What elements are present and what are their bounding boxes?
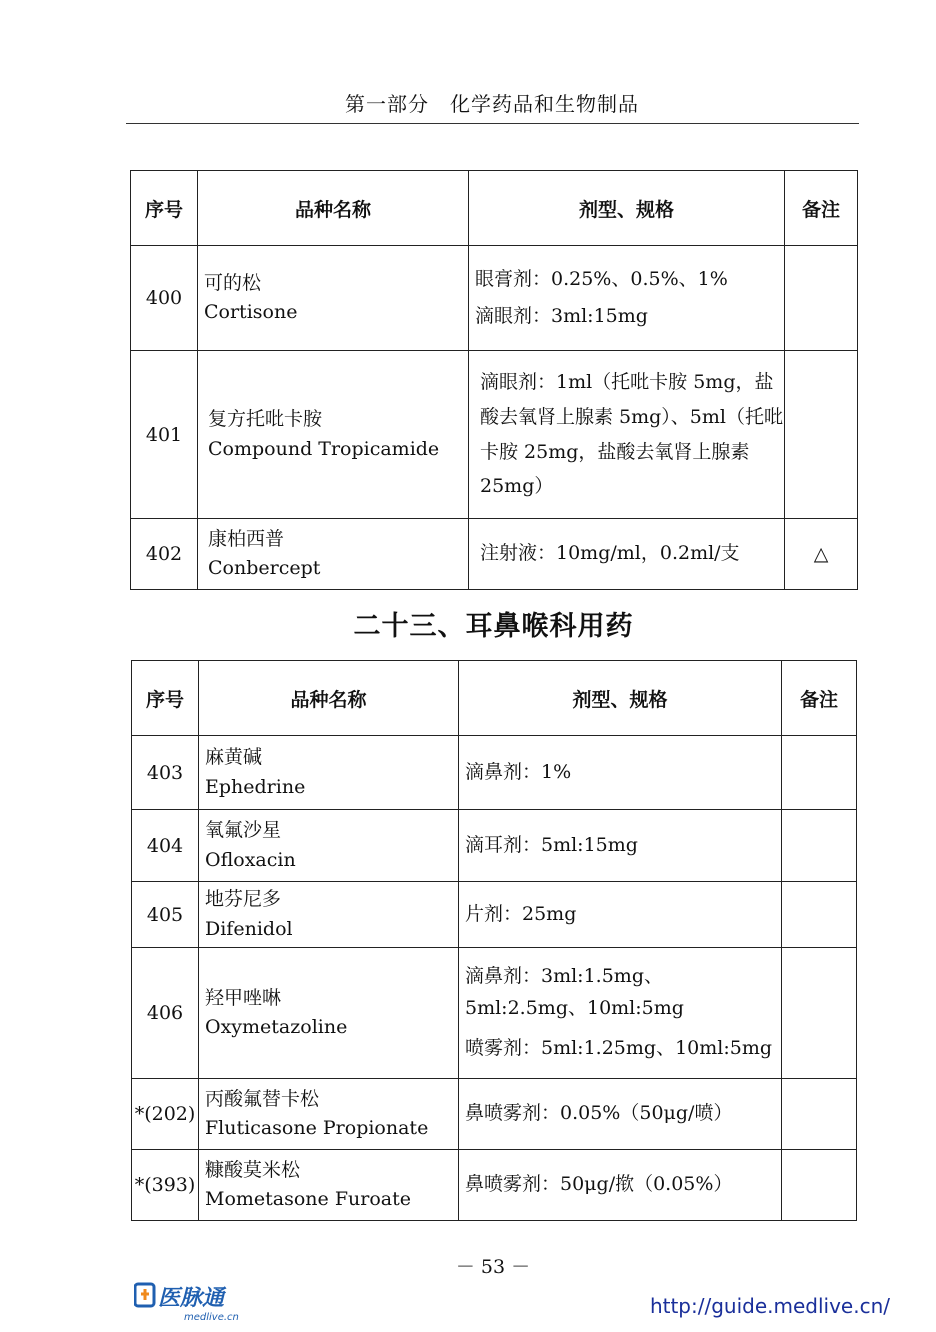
drug-name-cell (199, 1150, 459, 1221)
dosage-spec-line: 滴鼻剂：3ml:1.5mg、5ml:2.5mg、10ml:5mg (465, 965, 684, 1020)
drug-name-cn: 丙酸氟替卡松 (205, 1087, 320, 1110)
column-header-spec: 剂型、规格 (459, 661, 782, 736)
dosage-spec-line: 滴鼻剂：1% (465, 760, 572, 783)
drug-name-cell (198, 246, 469, 351)
column-header-name: 品种名称 (198, 171, 469, 246)
table-row (132, 1150, 857, 1221)
drug-name-cn: 麻黄碱 (205, 746, 263, 769)
drug-name-en: Ephedrine (205, 775, 306, 798)
page-number: － 53 － (455, 1256, 531, 1278)
medlive-logo[interactable] (134, 1278, 244, 1324)
logo-subtext: medlive.cn (184, 1312, 239, 1323)
running-header: 第一部分 化学药品和生物制品 (345, 92, 639, 116)
dosage-spec-cell (459, 736, 782, 810)
table-row (131, 246, 858, 351)
note-cell (782, 810, 857, 882)
drug-name-cn: 氧氟沙星 (205, 819, 282, 842)
logo-text: 医脉通 (158, 1286, 225, 1311)
column-header-note: 备注 (782, 661, 857, 736)
table-row (132, 736, 857, 810)
table-row (132, 882, 857, 948)
dosage-spec-line: 注射液：10mg/ml，0.2ml/支 (480, 542, 740, 565)
row-number: 404 (132, 810, 199, 882)
footer-url-link[interactable]: http://guide.medlive.cn/ (649, 1294, 890, 1318)
column-header-note: 备注 (785, 171, 858, 246)
dosage-spec-line: 鼻喷雾剂：0.05%（50μg/喷） (465, 1102, 733, 1125)
dosage-spec-cell (459, 1079, 782, 1150)
dosage-spec-cell (459, 948, 782, 1079)
note-cell (782, 1150, 857, 1221)
note-cell: △ (785, 519, 858, 590)
table-header-row (131, 171, 858, 246)
row-number: 401 (131, 351, 198, 519)
column-header-spec: 剂型、规格 (469, 171, 785, 246)
note-cell (782, 736, 857, 810)
dosage-spec-line: 喷雾剂：5ml:1.25mg、10ml:5mg (465, 1036, 773, 1059)
dosage-spec-line: 滴耳剂：5ml:15mg (465, 833, 638, 856)
row-number: 402 (131, 519, 198, 590)
dosage-spec-cell (459, 1150, 782, 1221)
dosage-spec-line: 眼膏剂：0.25%、0.5%、1% (475, 267, 728, 290)
table-header-row (132, 661, 857, 736)
dosage-spec-line: 片剂：25mg (465, 902, 577, 925)
drug-name-cell (199, 810, 459, 882)
table-row (132, 1079, 857, 1150)
table-row (131, 519, 858, 590)
drug-name-en: Ofloxacin (205, 848, 296, 871)
dosage-spec-cell (459, 882, 782, 948)
dosage-spec-cell (459, 810, 782, 882)
drug-name-cell (199, 948, 459, 1079)
table-row (132, 948, 857, 1079)
note-cell (782, 948, 857, 1079)
drug-name-cn: 可的松 (204, 271, 262, 294)
drug-table-ent (131, 660, 857, 1221)
note-cell (785, 351, 858, 519)
drug-name-en: Cortisone (204, 301, 298, 323)
dosage-spec-line: 滴眼剂：1ml（托吡卡胺 5mg，盐酸去氧肾上腺素 5mg）、5ml（托吡卡胺 25mg，盐酸去氧肾上腺素 25mg） (480, 370, 783, 498)
dosage-spec-line: 滴眼剂：3ml:15mg (475, 305, 648, 327)
row-number: 405 (132, 882, 199, 948)
column-header-no: 序号 (131, 171, 198, 246)
note-cell (785, 246, 858, 351)
drug-name-en: Compound Tropicamide (208, 437, 440, 460)
drug-name-en: Oxymetazoline (205, 1016, 348, 1038)
dosage-spec-line: 鼻喷雾剂：50μg/揿（0.05%） (465, 1173, 733, 1196)
drug-name-cn: 糠酸莫米松 (205, 1158, 301, 1181)
drug-name-en: Mometasone Furoate (205, 1188, 411, 1210)
row-number: 403 (132, 736, 199, 810)
dosage-spec-cell (469, 519, 785, 590)
dosage-spec-cell (469, 246, 785, 351)
section-title: 二十三、耳鼻喉科用药 (353, 611, 634, 642)
medlive-logo-icon (134, 1278, 244, 1324)
row-number: *(393) (132, 1150, 199, 1221)
drug-name-en: Conbercept (208, 557, 321, 579)
note-cell (782, 882, 857, 948)
drug-name-cn: 复方托吡卡胺 (208, 408, 323, 431)
column-header-no: 序号 (132, 661, 199, 736)
header-rule (126, 123, 859, 124)
drug-name-cell (199, 882, 459, 948)
dosage-spec-cell (469, 351, 785, 519)
drug-name-en: Fluticasone Propionate (205, 1117, 429, 1139)
row-number: 400 (131, 246, 198, 351)
drug-name-cell (199, 736, 459, 810)
drug-name-cell (198, 519, 469, 590)
row-number: *(202) (132, 1079, 199, 1150)
table-row (131, 351, 858, 519)
drug-table-ophthalmic (130, 170, 858, 590)
column-header-name: 品种名称 (199, 661, 459, 736)
note-cell (782, 1079, 857, 1150)
drug-name-cell (199, 1079, 459, 1150)
table-row (132, 810, 857, 882)
drug-name-cell (198, 351, 469, 519)
drug-name-cn: 地芬尼多 (205, 888, 282, 911)
row-number: 406 (132, 948, 199, 1079)
drug-name-en: Difenidol (205, 917, 293, 940)
drug-name-cn: 康柏西普 (208, 527, 285, 550)
drug-name-cn: 羟甲唑啉 (205, 986, 282, 1009)
